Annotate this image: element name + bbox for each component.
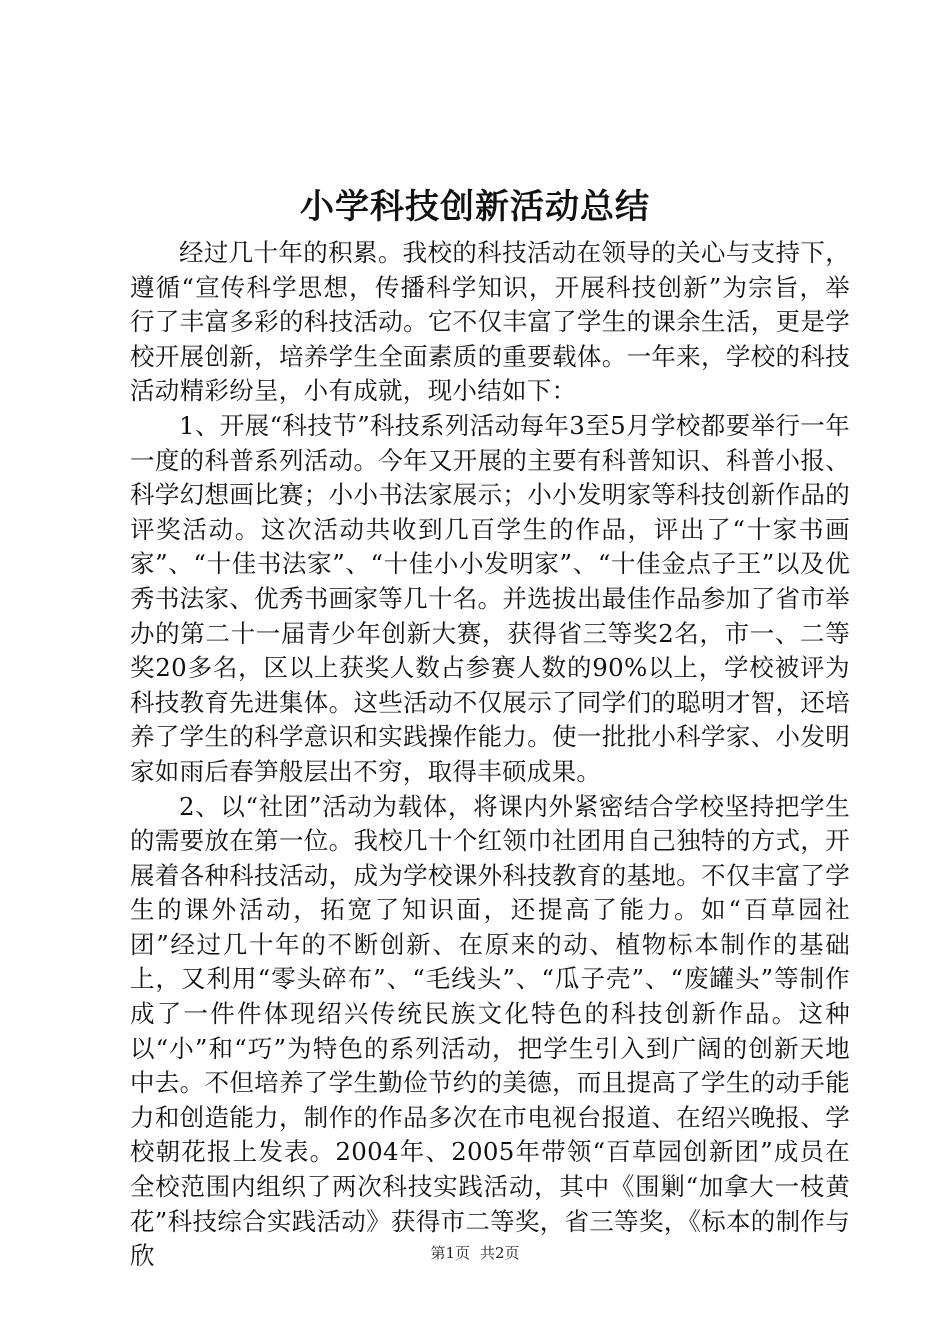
document-title: 小学科技创新活动总结 (300, 187, 650, 227)
page-total: 共2页 (480, 1244, 520, 1262)
paragraph-intro: 经过几十年的积累。我校的科技活动在领导的关心与支持下，遵循“宣传科学思想，传播科学知识，开展科技创新”为宗旨，举行了丰富多彩的科技活动。它不仅丰富了学生的课余生活，更是学校开展创新，培养学生全面素质的重要载体。一年来，学校的科技活动精彩纷呈，小有成就，现小结如下： (130, 238, 850, 406)
page-number: 第1页 (430, 1244, 470, 1262)
document-body (130, 236, 850, 1274)
paragraph-science-festival: 1、开展“科技节”科技系列活动每年3至5月学校都要举行一年一度的科普系列活动。今年又开展的主要有科普知识、科普小报、科学幻想画比赛；小小书法家展示；小小发明家等科技创新作品的评奖活动。这次活动共收到几百学生的作品，评出了“十家书画家”、“十佳书法家”、“十佳小小发明家”、“十佳金点子王”以及优秀书法家、优秀书画家等几十名。并选拔出最佳作品参加了省市举办的第二十一届青少年创新大赛，获得省三等奖2名，市一、二等奖20多名，区以上获奖人数占参赛人数的90%以上，学校被评为科技教育先进集体。这些活动不仅展示了同学们的聪明才智，还培养了学生的科学意识和实践操作能力。使一批批小科学家、小发明家如雨后春笋般层出不穷，取得丰硕成果。 (130, 410, 850, 786)
paragraph-clubs: 2、以“社团”活动为载体，将课内外紧密结合学校坚持把学生的需要放在第一位。我校几十个红领巾社团用自己独特的方式，开展着各种科技活动，成为学校课外科技教育的基地。不仅丰富了学生的课外活动，拓宽了知识面，还提高了能力。如“百草园社团”经过几十年的不断创新、在原来的动、植物标本制作的基础上，又利用“零头碎布”、“毛线头”、“瓜子壳”、“废罐头”等制作成了一件件体现绍兴传统民族文化特色的科技创新作品。这种以“小”和“巧”为特色的系列活动，把学生引入到广阔的创新天地中去。不但培养了学生勤俭节约的美德，而且提高了学生的动手能力和创造能力，制作的作品多次在市电视台报道、在绍兴晚报、学校朝花报上发表。2004年、2005年带领“百草园创新团”成员在全校范围内组织了两次科技实践活动，其中《围剿“加拿大一枝黄花”科技综合实践活动》获得市二等奖，省三等奖，《标本的制作与欣 (130, 791, 851, 1271)
page-footer (0, 1243, 950, 1263)
